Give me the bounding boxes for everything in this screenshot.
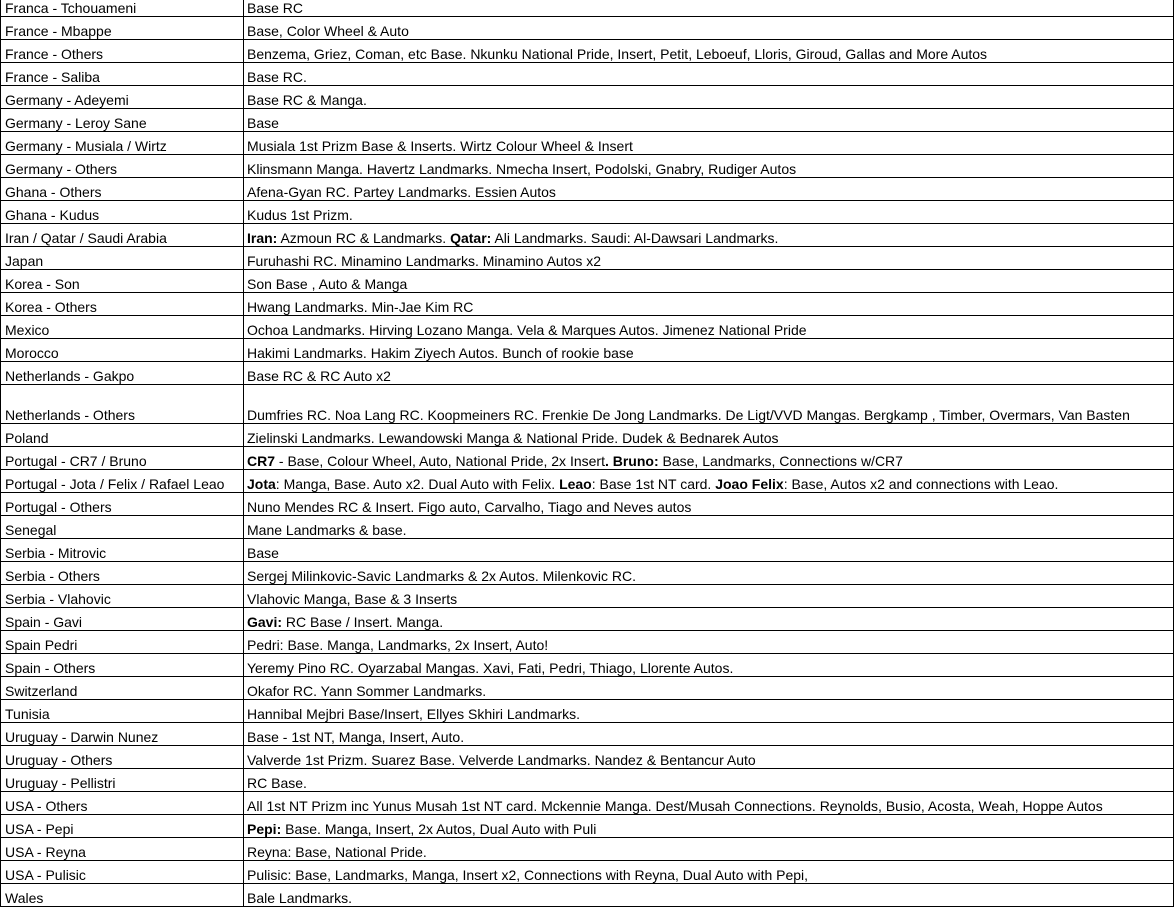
- table-row: [1, 17, 1174, 40]
- team-cell[interactable]: Tunisia: [1, 700, 244, 723]
- table-row: [1, 224, 1174, 247]
- description-text: Pedri: Base. Manga, Landmarks, 2x Insert, Auto!: [247, 637, 549, 653]
- description-cell[interactable]: [244, 224, 1174, 247]
- description-text: Base, Color Wheel & Auto: [247, 23, 409, 39]
- table-row: [1, 861, 1174, 884]
- table-row: [1, 132, 1174, 155]
- bold-label: Iran:: [247, 230, 278, 246]
- description-cell[interactable]: [244, 109, 1174, 132]
- table-row: [1, 316, 1174, 339]
- bold-label: Qatar:: [450, 230, 492, 246]
- team-cell[interactable]: Portugal - Others: [1, 493, 244, 516]
- description-cell[interactable]: [244, 470, 1174, 493]
- description-cell[interactable]: [244, 723, 1174, 746]
- description-text: Furuhashi RC. Minamino Landmarks. Minamino Autos x2: [247, 253, 602, 269]
- description-text: Nuno Mendes RC & Insert. Figo auto, Carvalho, Tiago and Neves autos: [247, 499, 692, 515]
- table-row: [1, 746, 1174, 769]
- team-cell[interactable]: Mexico: [1, 316, 244, 339]
- description-cell[interactable]: [244, 293, 1174, 316]
- table-row: [1, 447, 1174, 470]
- description-text: Base: [247, 545, 279, 561]
- team-cell[interactable]: Spain - Others: [1, 654, 244, 677]
- description-cell[interactable]: [244, 86, 1174, 109]
- team-cell[interactable]: France - Saliba: [1, 63, 244, 86]
- description-cell[interactable]: [244, 654, 1174, 677]
- description-cell[interactable]: [244, 562, 1174, 585]
- description-text: Son Base , Auto & Manga: [247, 276, 408, 292]
- table-row: [1, 585, 1174, 608]
- description-cell[interactable]: [244, 539, 1174, 562]
- description-cell[interactable]: [244, 447, 1174, 470]
- description-text: Hannibal Mejbri Base/Insert, Ellyes Skhiri Landmarks.: [247, 706, 581, 722]
- description-text: Ali Landmarks. Saudi: Al-Dawsari Landmarks.: [491, 230, 779, 246]
- team-cell[interactable]: Iran / Qatar / Saudi Arabia: [1, 224, 244, 247]
- description-cell[interactable]: [244, 362, 1174, 385]
- description-cell[interactable]: [244, 631, 1174, 654]
- table-row: [1, 493, 1174, 516]
- description-cell[interactable]: [244, 792, 1174, 815]
- team-cell[interactable]: Japan: [1, 247, 244, 270]
- bold-label: Joao Felix: [715, 476, 784, 492]
- team-cell[interactable]: Germany - Leroy Sane: [1, 109, 244, 132]
- team-cell[interactable]: Portugal - Jota / Felix / Rafael Leao: [1, 470, 244, 493]
- description-cell[interactable]: [244, 861, 1174, 884]
- table-row: [1, 769, 1174, 792]
- description-cell[interactable]: [244, 884, 1174, 907]
- description-cell[interactable]: [244, 769, 1174, 792]
- description-cell[interactable]: [244, 815, 1174, 838]
- table-row: [1, 792, 1174, 815]
- description-cell[interactable]: [244, 132, 1174, 155]
- team-cell[interactable]: USA - Reyna: [1, 838, 244, 861]
- description-text: Benzema, Griez, Coman, etc Base. Nkunku National Pride, Insert, Petit, Leboeuf, Lloris, Giroud, Gallas and More Autos: [247, 46, 988, 62]
- team-cell[interactable]: Portugal - CR7 / Bruno: [1, 447, 244, 470]
- team-cell[interactable]: Serbia - Mitrovic: [1, 539, 244, 562]
- team-cell[interactable]: Netherlands - Others: [1, 385, 244, 424]
- table-row: [1, 631, 1174, 654]
- bold-label: Jota: [247, 476, 276, 492]
- description-text: Base - 1st NT, Manga, Insert, Auto.: [247, 729, 465, 745]
- table-row: [1, 339, 1174, 362]
- description-cell[interactable]: [244, 339, 1174, 362]
- description-cell[interactable]: [244, 677, 1174, 700]
- description-cell[interactable]: [244, 385, 1174, 424]
- team-cell[interactable]: Germany - Musiala / Wirtz: [1, 132, 244, 155]
- table-row: [1, 539, 1174, 562]
- table-row: [1, 677, 1174, 700]
- description-text: RC Base / Insert. Manga.: [282, 614, 444, 630]
- team-cell[interactable]: France - Others: [1, 40, 244, 63]
- description-cell[interactable]: [244, 247, 1174, 270]
- table-row: [1, 516, 1174, 539]
- description-text: Hakimi Landmarks. Hakim Ziyech Autos. Bunch of rookie base: [247, 345, 634, 361]
- description-cell[interactable]: [244, 424, 1174, 447]
- description-text: - Base, Colour Wheel, Auto, National Pride, 2x Insert: [275, 453, 605, 469]
- description-text: Hwang Landmarks. Min-Jae Kim RC: [247, 299, 474, 315]
- team-cell[interactable]: Korea - Son: [1, 270, 244, 293]
- team-cell[interactable]: Netherlands - Gakpo: [1, 362, 244, 385]
- description-cell[interactable]: [244, 40, 1174, 63]
- team-cell[interactable]: Switzerland: [1, 677, 244, 700]
- team-cell[interactable]: Spain - Gavi: [1, 608, 244, 631]
- description-cell[interactable]: [244, 493, 1174, 516]
- table-row: [1, 385, 1174, 424]
- table-row: [1, 201, 1174, 224]
- description-text: Mane Landmarks & base.: [247, 522, 407, 538]
- description-text: Reyna: Base, National Pride.: [247, 844, 427, 860]
- description-cell[interactable]: [244, 155, 1174, 178]
- bold-label: Pepi:: [247, 821, 282, 837]
- table-row: [1, 155, 1174, 178]
- team-cell[interactable]: USA - Pepi: [1, 815, 244, 838]
- table-row: [1, 700, 1174, 723]
- table-row: [1, 562, 1174, 585]
- bold-label: Gavi:: [247, 614, 283, 630]
- team-cell[interactable]: Senegal: [1, 516, 244, 539]
- description-text: Base: [247, 115, 279, 131]
- description-text: RC Base.: [247, 775, 307, 791]
- description-cell[interactable]: [244, 516, 1174, 539]
- table-row: [1, 470, 1174, 493]
- description-text: Base, Landmarks, Connections w/CR7: [658, 453, 903, 469]
- team-cell[interactable]: Serbia - Vlahovic: [1, 585, 244, 608]
- team-cell[interactable]: Uruguay - Pellistri: [1, 769, 244, 792]
- table-row: [1, 178, 1174, 201]
- description-cell[interactable]: [244, 63, 1174, 86]
- table-row: [1, 109, 1174, 132]
- table-row: [1, 838, 1174, 861]
- table-row: [1, 654, 1174, 677]
- description-text: Bale Landmarks.: [247, 890, 353, 906]
- team-cell[interactable]: Korea - Others: [1, 293, 244, 316]
- table-row: [1, 293, 1174, 316]
- description-text: : Base, Autos x2 and connections with Leao.: [783, 476, 1059, 492]
- table-row: [1, 0, 1174, 17]
- description-cell[interactable]: [244, 178, 1174, 201]
- description-cell[interactable]: [244, 17, 1174, 40]
- team-cell[interactable]: Spain Pedri: [1, 631, 244, 654]
- table-row: [1, 270, 1174, 293]
- description-cell[interactable]: [244, 746, 1174, 769]
- table-row: [1, 63, 1174, 86]
- description-cell[interactable]: [244, 201, 1174, 224]
- description-text: Base RC & Manga.: [247, 92, 367, 108]
- table-row: [1, 884, 1174, 907]
- description-text: Musiala 1st Prizm Base & Inserts. Wirtz Colour Wheel & Insert: [247, 138, 633, 154]
- team-cell[interactable]: USA - Pulisic: [1, 861, 244, 884]
- description-cell[interactable]: [244, 608, 1174, 631]
- description-text: Vlahovic Manga, Base & 3 Inserts: [247, 591, 458, 607]
- table-row: [1, 815, 1174, 838]
- description-cell[interactable]: [244, 585, 1174, 608]
- description-text: Base RC.: [247, 69, 307, 85]
- team-cell[interactable]: Uruguay - Darwin Nunez: [1, 723, 244, 746]
- bold-label: CR7: [247, 453, 276, 469]
- team-cell[interactable]: Uruguay - Others: [1, 746, 244, 769]
- description-text: Azmoun RC & Landmarks.: [277, 230, 451, 246]
- description-text: Kudus 1st Prizm.: [247, 207, 353, 223]
- description-text: Base. Manga, Insert, 2x Autos, Dual Auto with Puli: [281, 821, 597, 837]
- table-row: [1, 723, 1174, 746]
- table-row: [1, 40, 1174, 63]
- description-text: Okafor RC. Yann Sommer Landmarks.: [247, 683, 487, 699]
- team-cell[interactable]: Morocco: [1, 339, 244, 362]
- bold-label: Leao: [559, 476, 592, 492]
- team-cell[interactable]: Germany - Others: [1, 155, 244, 178]
- description-text: Valverde 1st Prizm. Suarez Base. Velverde Landmarks. Nandez & Bentancur Auto: [247, 752, 756, 768]
- description-cell[interactable]: [244, 838, 1174, 861]
- table-row: [1, 424, 1174, 447]
- description-text: Pulisic: Base, Landmarks, Manga, Insert x2, Connections with Reyna, Dual Auto with Pepi,: [247, 867, 809, 883]
- description-cell[interactable]: [244, 700, 1174, 723]
- description-text: Sergej Milinkovic-Savic Landmarks & 2x Autos. Milenkovic RC.: [247, 568, 637, 584]
- description-cell[interactable]: [244, 0, 1174, 17]
- description-text: All 1st NT Prizm inc Yunus Musah 1st NT card. Mckennie Manga. Dest/Musah Connections. Reynolds, Busio, Acosta, Weah, Hoppe Autos: [247, 798, 1103, 814]
- description-text: Base RC & RC Auto x2: [247, 368, 391, 384]
- description-text: Afena-Gyan RC. Partey Landmarks. Essien Autos: [247, 184, 556, 200]
- description-cell[interactable]: [244, 316, 1174, 339]
- team-cell[interactable]: Ghana - Others: [1, 178, 244, 201]
- team-cell[interactable]: France - Mbappe: [1, 17, 244, 40]
- description-text: : Base 1st NT card.: [591, 476, 716, 492]
- bold-label: . Bruno:: [604, 453, 659, 469]
- table-body: [1, 0, 1174, 907]
- description-text: Ochoa Landmarks. Hirving Lozano Manga. Vela & Marques Autos. Jimenez National Pride: [247, 322, 807, 338]
- description-text: Yeremy Pino RC. Oyarzabal Mangas. Xavi, Fati, Pedri, Thiago, Llorente Autos.: [247, 660, 734, 676]
- description-text: Dumfries RC. Noa Lang RC. Koopmeiners RC. Frenkie De Jong Landmarks. De Ligt/VVD Mangas. Bergkamp , Timber, Overmars, Van Basten: [247, 407, 1130, 423]
- team-cell[interactable]: Serbia - Others: [1, 562, 244, 585]
- description-text: : Manga, Base. Auto x2. Dual Auto with Felix.: [275, 476, 560, 492]
- team-cell[interactable]: Poland: [1, 424, 244, 447]
- team-cell[interactable]: Wales: [1, 884, 244, 907]
- table-row: [1, 608, 1174, 631]
- team-cell[interactable]: Ghana - Kudus: [1, 201, 244, 224]
- table-row: [1, 362, 1174, 385]
- team-cell[interactable]: Germany - Adeyemi: [1, 86, 244, 109]
- description-text: Base RC: [247, 0, 304, 16]
- description-text: Klinsmann Manga. Havertz Landmarks. Nmecha Insert, Podolski, Gnabry, Rudiger Autos: [247, 161, 797, 177]
- table-row: [1, 247, 1174, 270]
- description-cell[interactable]: [244, 270, 1174, 293]
- team-cell[interactable]: Franca - Tchouameni: [1, 0, 244, 17]
- description-text: Zielinski Landmarks. Lewandowski Manga & National Pride. Dudek & Bednarek Autos: [247, 430, 779, 446]
- table-row: [1, 86, 1174, 109]
- team-cell[interactable]: USA - Others: [1, 792, 244, 815]
